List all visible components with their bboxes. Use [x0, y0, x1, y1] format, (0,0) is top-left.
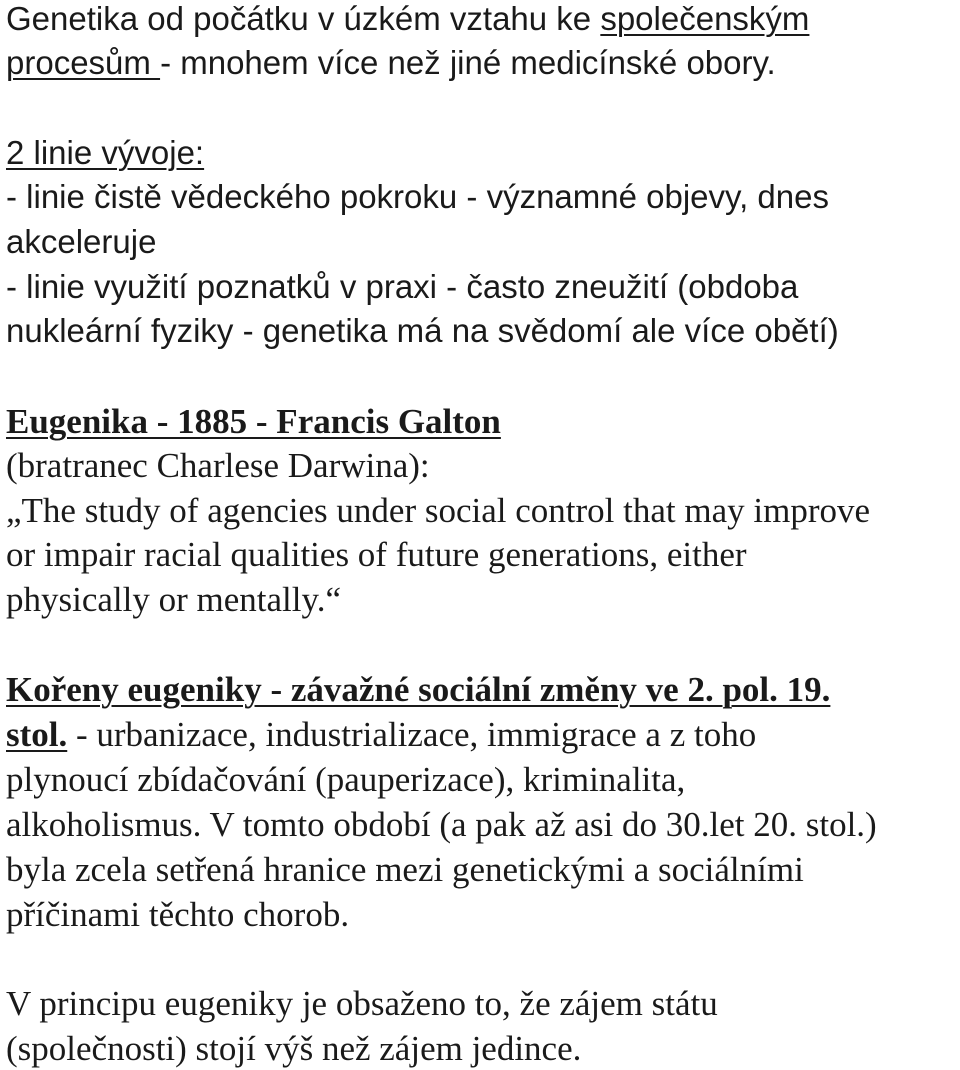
roots-line: alkoholismus. V tomto období (a pak až asi do 30.let 20. stol.)	[6, 805, 877, 844]
intro-link-1[interactable]: společenským	[600, 0, 810, 37]
intro-text-1: Genetika od počátku v úzkém vztahu ke	[6, 0, 601, 37]
principle-line: (společnosti) stojí výš než zájem jedince.	[6, 1029, 582, 1068]
eugenics-heading: Eugenika - 1885 - Francis Galton	[6, 402, 501, 441]
development-heading: 2 linie vývoje:	[6, 134, 205, 171]
intro-text-2: - mnohem více než jiné medicínské obory.	[160, 44, 776, 81]
roots-line: příčinami těchto chorob.	[6, 895, 350, 934]
intro-line-2	[6, 44, 776, 82]
eugenics-quote-line: physically or mentally.“	[6, 580, 341, 619]
eugenics-quote-line: „The study of agencies under social control that may improve	[6, 491, 871, 530]
eugenics-line: (bratranec Charlese Darwina):	[6, 446, 430, 485]
intro-line-1	[6, 0, 809, 38]
eugenics-quote-line: or impair racial qualities of future generations, either	[6, 535, 747, 574]
roots-heading: Kořeny eugeniky - závažné sociální změny ve 2. pol. 19.	[6, 670, 831, 709]
development-line: - linie čistě vědeckého pokroku - významné objevy, dnes	[6, 178, 829, 215]
roots-heading-continued: stol.	[6, 715, 68, 754]
roots-line: byla zcela setřená hranice mezi genetickými a sociálními	[6, 850, 804, 889]
roots-text: - urbanizace, industrializace, immigrace a z toho	[67, 715, 757, 754]
roots-line: plynoucí zbídačování (pauperizace), kriminalita,	[6, 760, 686, 799]
development-line: akceleruje	[6, 223, 157, 260]
development-line: nukleární fyziky - genetika má na svědomí ale více obětí)	[6, 312, 839, 349]
intro-link-2[interactable]: procesům	[6, 44, 161, 81]
development-line: - linie využití poznatků v praxi - často zneužití (obdoba	[6, 268, 799, 305]
principle-line: V principu eugeniky je obsaženo to, že zájem státu	[6, 984, 718, 1023]
roots-line-2	[6, 715, 756, 755]
